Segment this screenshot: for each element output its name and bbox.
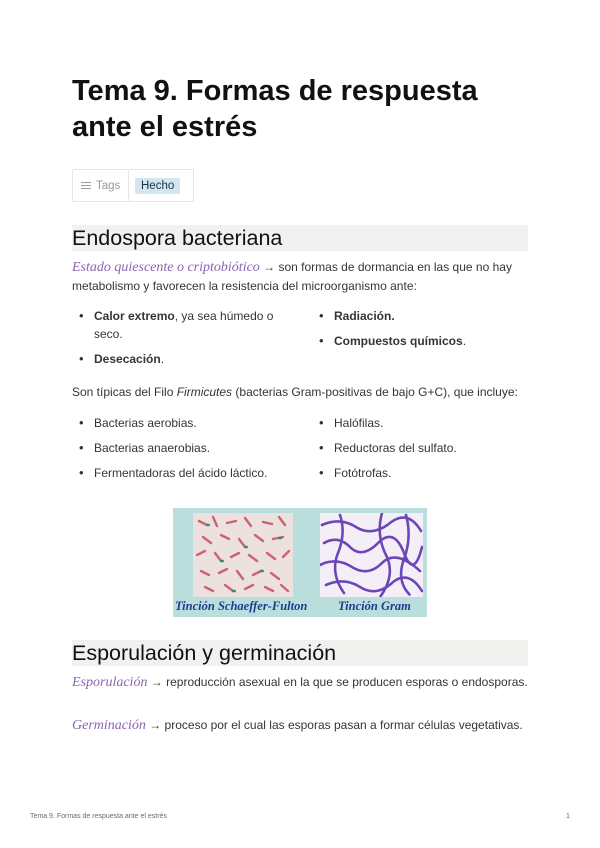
- list-icon: [81, 182, 91, 190]
- footer-page-number: 1: [566, 813, 570, 820]
- list-item: • Bacterias aerobias.: [72, 414, 302, 432]
- tags-property[interactable]: [72, 169, 194, 202]
- endospora-intro: [72, 258, 532, 295]
- list-item: • Fotótrofas.: [312, 464, 532, 482]
- section-heading-endospora: Endospora bacteriana: [72, 225, 528, 251]
- section-heading-esporulacion: Esporulación y germinación: [72, 640, 528, 666]
- germinacion-paragraph: [72, 716, 532, 735]
- list-item: • Reductoras del sulfato.: [312, 439, 532, 457]
- firmicutes-paragraph: [72, 383, 532, 401]
- types-list-right: [312, 414, 532, 489]
- caption-schaeffer-fulton: Tinción Schaeffer-Fulton: [175, 599, 308, 613]
- resistance-list-right: [312, 307, 532, 357]
- schaeffer-fulton-micrograph: [193, 513, 293, 597]
- types-list-left: [72, 414, 302, 489]
- list-item-bold: Radiación.: [334, 309, 395, 323]
- tag-chip[interactable]: Hecho: [135, 178, 180, 194]
- footer-title: Tema 9. Formas de respuesta ante el estrés: [30, 813, 167, 820]
- staining-figure: [173, 508, 427, 617]
- para-text: → reproducción asexual en la que se producen esporas o endosporas.: [147, 675, 528, 689]
- list-item-rest: , ya sea húmedo o seco.: [94, 309, 274, 341]
- para-text: → proceso por el cual las esporas pasan a formar células vegetativas.: [145, 718, 523, 732]
- para-text: (bacterias Gram-positivas de bajo G+C), que incluye:: [232, 385, 518, 399]
- list-item-rest: .: [160, 352, 165, 366]
- firmicutes-italic: Firmicutes: [176, 385, 233, 399]
- list-item: • Bacterias anaerobias.: [72, 439, 302, 457]
- resistance-list-left: [72, 307, 292, 375]
- list-item: [312, 307, 532, 325]
- tags-label: [73, 170, 129, 201]
- list-item-rest: .: [462, 334, 467, 348]
- esporulacion-paragraph: [72, 673, 532, 692]
- tags-label-text: Tags: [96, 179, 121, 192]
- gram-stain-micrograph: [320, 513, 423, 597]
- list-item-bold: Calor extremo: [94, 309, 175, 323]
- list-item-bold: Compuestos químicos: [334, 334, 463, 348]
- term-estado-quiescente: Estado quiescente o criptobiótico: [72, 260, 260, 275]
- list-item: [72, 350, 292, 368]
- list-item: [312, 332, 532, 350]
- intro-text: → son formas de dormancia en las que no hay metabolismo y favorecen la resistencia del microorganismo ante:: [72, 260, 512, 293]
- page-title: Tema 9. Formas de respuesta ante el estrés: [72, 75, 478, 143]
- list-item-bold: Desecación: [94, 352, 161, 366]
- list-item: • Fermentadoras del ácido láctico.: [72, 464, 302, 482]
- term-germinacion: Germinación: [72, 718, 146, 733]
- term-esporulacion: Esporulación: [72, 675, 148, 690]
- caption-gram: Tinción Gram: [338, 599, 411, 613]
- para-text: Son típicas del Filo: [72, 385, 177, 399]
- list-item: [72, 307, 292, 343]
- list-item: • Halófilas.: [312, 414, 532, 432]
